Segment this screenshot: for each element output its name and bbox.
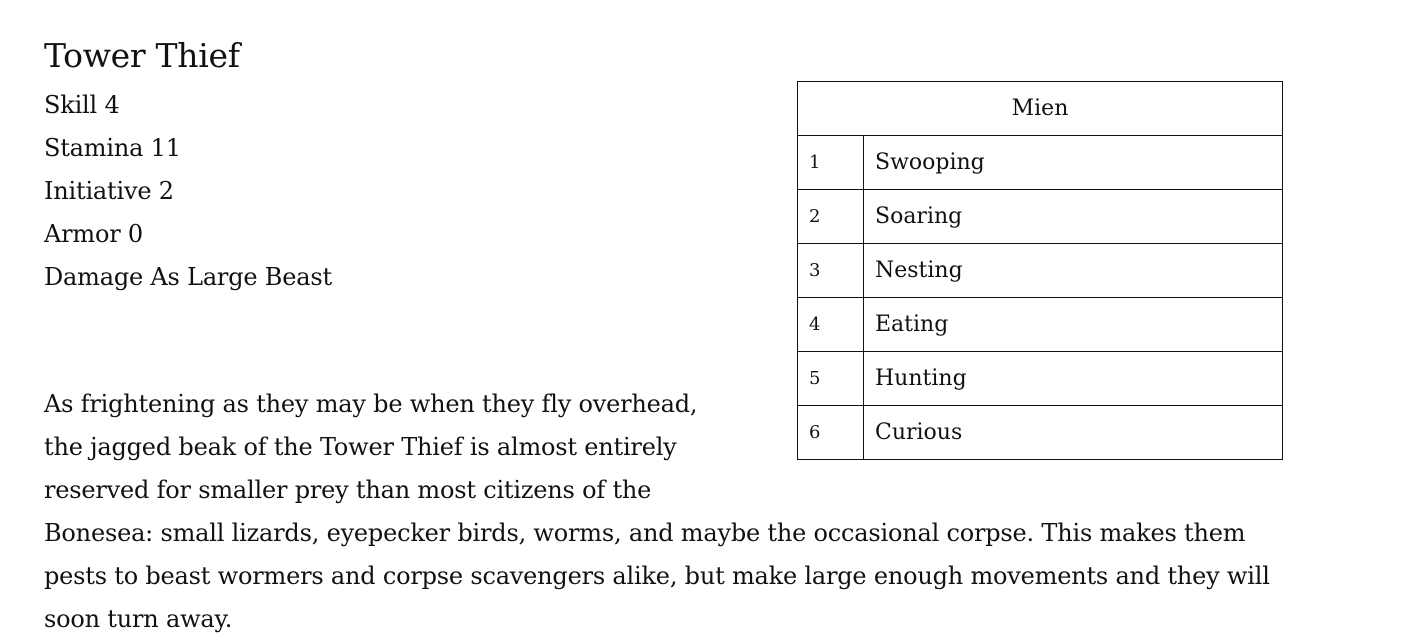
roll-cell: 3 [798,244,864,298]
table-row [798,298,1283,352]
result-cell: Curious [864,406,1283,460]
stat-initiative: Initiative 2 [44,177,174,205]
table-row [798,136,1283,190]
mien-table-header-row [798,82,1283,136]
result-cell: Nesting [864,244,1283,298]
result-cell: Soaring [864,190,1283,244]
creature-title: Tower Thief [44,36,240,75]
stat-stamina: Stamina 11 [44,134,181,162]
table-row [798,190,1283,244]
roll-cell: 6 [798,406,864,460]
description-block [44,383,1284,641]
result-cell: Hunting [864,352,1283,406]
stat-skill: Skill 4 [44,91,120,119]
roll-cell: 2 [798,190,864,244]
stat-damage: Damage As Large Beast [44,263,332,291]
table-wrap-spacer [738,383,1284,512]
result-cell: Swooping [864,136,1283,190]
result-cell: Eating [864,298,1283,352]
roll-cell: 1 [798,136,864,190]
stat-armor: Armor 0 [44,220,143,248]
stat-block [44,84,332,299]
mien-table-header: Mien [798,82,1283,136]
roll-cell: 5 [798,352,864,406]
roll-cell: 4 [798,298,864,352]
description-paragraph: As frightening as they may be when they fly overhead, the jagged beak of the Tower Thief is almost entirely reserved for smaller prey than most citizens of the Bonesea: small lizards, eyepecker birds, worms, and maybe the occasional corpse. This makes them pests to beast wormers and corpse scavengers alike, but make large enough movements and they will soon turn away. [44,390,1270,633]
table-row [798,244,1283,298]
